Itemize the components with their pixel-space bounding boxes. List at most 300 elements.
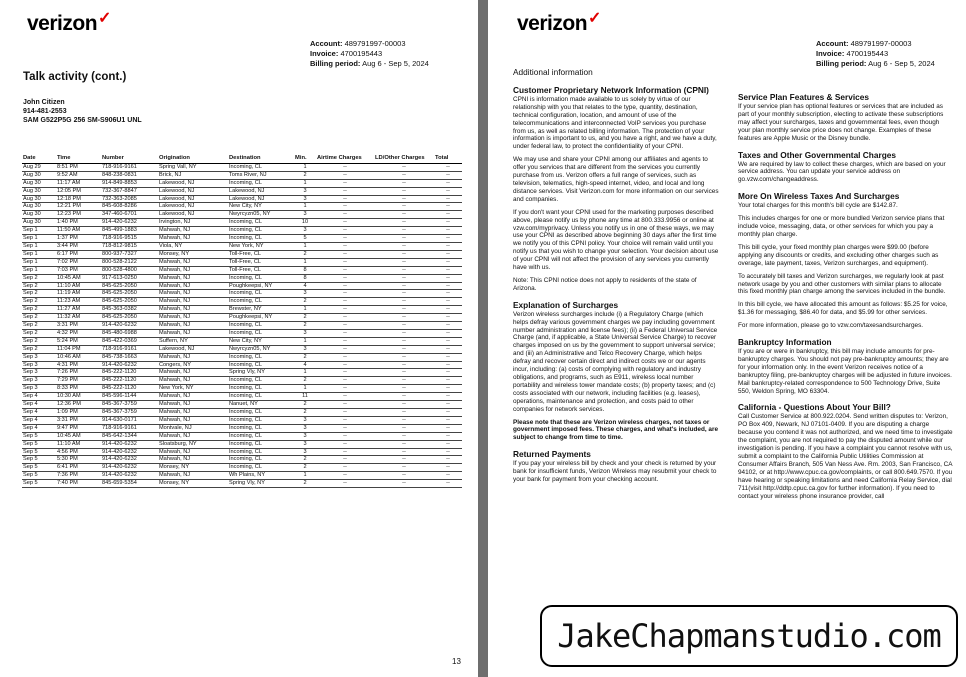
table-cell: 800-528-4800 <box>101 266 158 274</box>
column-header: Origination <box>158 155 228 163</box>
table-cell: 1:40 PM <box>56 219 101 227</box>
table-cell: Spring Vall, NY <box>158 163 228 171</box>
table-cell: Sep 2 <box>22 306 56 314</box>
table-cell: 845-659-5354 <box>101 480 158 488</box>
table-cell: Congers, NY <box>158 361 228 369</box>
table-cell: -- <box>374 345 434 353</box>
table-cell: 10:30 AM <box>56 393 101 401</box>
table-cell: Wh Plains, NY <box>228 472 294 480</box>
table-cell: -- <box>374 329 434 337</box>
table-cell: 3 <box>294 195 316 203</box>
table-cell: -- <box>316 314 374 322</box>
table-cell: 12:18 PM <box>56 195 101 203</box>
table-cell: Sep 2 <box>22 337 56 345</box>
table-cell: -- <box>316 266 374 274</box>
surcharges-paragraph: Verizon wireless surcharges include (i) a Regulatory Charge (which helps defray various government charges we pay including government number administration and license fees); (ii) a Federal Universal Service Charge (and, if applicable, a State Universal Service Charge) to recover charges imposed on us by the government to support universal service; and (iii) an Administrative and Telco Recovery Charge, which helps defray and recover certain direct and indirect costs we or our agents incur, including: (a) costs of complying with regulatory and industry obligations, and programs, such as E911, wireless local number portability and wireless tower mandate costs; (b) property taxes; and (c) costs associated with our network, including facilities (e.g. leases), operations, maintenance and protection, and costs paid to other companies for network services. <box>513 310 718 413</box>
table-cell: -- <box>434 282 462 290</box>
table-cell: -- <box>434 274 462 282</box>
table-cell: Mahwah, NJ <box>158 329 228 337</box>
table-cell: -- <box>434 322 462 330</box>
table-cell: 4:56 PM <box>56 448 101 456</box>
table-cell: 3:31 PM <box>56 322 101 330</box>
wireless-taxes-paragraph: To accurately bill taxes and Verizon surcharges, we regularly look at past network usage by you and other customers with similar plans to allocate this fixed monthly plan charge among the services included in the bundle. <box>738 272 946 296</box>
table-cell: Montvale, NJ <box>158 424 228 432</box>
table-cell: Sep 3 <box>22 377 56 385</box>
wireless-taxes-paragraph: This bill cycle, your fixed monthly plan charges were $99.00 (before applying any discounts or credits, and excluding other charges such as overage, late payment, taxes, Verizon surcharges, and equipment). <box>738 243 939 267</box>
table-cell: Sep 2 <box>22 322 56 330</box>
cpni-paragraph: CPNI is information made available to us solely by virtue of our relationship with you that relates to the type, quantity, destination, technical configuration, location, and amount of use of the telecommunications and interconnected VoIP services you purchase from us, as well as related billing information. The protection of your information is important to us, and you have a right, and we have a duty, under federal law, to protect the confidentiality of your CPNI. <box>513 95 717 151</box>
table-cell: -- <box>434 377 462 385</box>
table-cell: -- <box>374 448 434 456</box>
service-plan-heading: Service Plan Features & Services <box>738 92 869 102</box>
table-cell: -- <box>374 472 434 480</box>
table-cell: -- <box>434 393 462 401</box>
table-cell: Incoming, CL <box>228 377 294 385</box>
table-cell: Sep 4 <box>22 416 56 424</box>
table-cell: Mahwah, NJ <box>158 235 228 243</box>
table-row <box>22 203 462 211</box>
table-row <box>22 377 462 385</box>
table-row <box>22 440 462 448</box>
table-cell: 845-222-1120 <box>101 369 158 377</box>
table-cell: Lakewood, NJ <box>158 195 228 203</box>
table-cell: Toll-Free, CL <box>228 250 294 258</box>
table-cell: 11:10 AM <box>56 282 101 290</box>
table-cell: 10:45 AM <box>56 274 101 282</box>
table-cell: Aug 30 <box>22 171 56 179</box>
column-header: Total <box>434 155 462 163</box>
table-cell: 11:04 PM <box>56 345 101 353</box>
table-cell: -- <box>316 329 374 337</box>
table-cell: -- <box>316 179 374 187</box>
account-block: Account: 489791997-00003 Invoice: 4700195443 Billing period: Aug 6 - Sep 5, 2024 <box>816 39 935 68</box>
table-cell: -- <box>316 274 374 282</box>
table-row <box>22 424 462 432</box>
table-cell: 3 <box>294 448 316 456</box>
table-row <box>22 195 462 203</box>
table-cell: Aug 30 <box>22 195 56 203</box>
table-cell: 11:50 AM <box>56 227 101 235</box>
table-row <box>22 298 462 306</box>
table-cell: -- <box>434 416 462 424</box>
table-cell: Sep 3 <box>22 385 56 393</box>
table-cell: -- <box>374 282 434 290</box>
table-cell: -- <box>434 314 462 322</box>
table-cell: 3 <box>294 416 316 424</box>
table-cell: Incoming, CL <box>228 440 294 448</box>
table-cell: 2 <box>294 353 316 361</box>
table-cell: 7:36 PM <box>56 472 101 480</box>
table-cell: -- <box>316 464 374 472</box>
table-cell: 5 <box>294 235 316 243</box>
table-cell: 845-625-2050 <box>101 298 158 306</box>
table-cell: 845-499-1883 <box>101 227 158 235</box>
table-cell: 1 <box>294 385 316 393</box>
table-cell: Sep 5 <box>22 440 56 448</box>
table-cell: -- <box>316 353 374 361</box>
table-cell: -- <box>434 353 462 361</box>
table-cell: Sep 3 <box>22 361 56 369</box>
table-cell: -- <box>374 337 434 345</box>
table-cell: -- <box>434 298 462 306</box>
table-cell: Incoming, CL <box>228 322 294 330</box>
table-cell: -- <box>374 409 434 417</box>
table-cell: Incoming, CL <box>228 424 294 432</box>
table-cell: Incoming, CL <box>228 361 294 369</box>
table-cell: Sep 4 <box>22 401 56 409</box>
table-row <box>22 464 462 472</box>
table-cell: 1 <box>294 163 316 171</box>
table-cell: -- <box>316 187 374 195</box>
table-row <box>22 361 462 369</box>
table-cell: -- <box>374 353 434 361</box>
table-cell: 1 <box>294 242 316 250</box>
wireless-taxes-heading: More On Wireless Taxes And Surcharges <box>738 191 900 202</box>
table-cell: 914-420-6232 <box>101 322 158 330</box>
table-cell: 4 <box>294 361 316 369</box>
page-title: Talk activity (cont.) <box>23 71 127 83</box>
table-cell: -- <box>316 337 374 345</box>
table-cell: New City, NY <box>228 337 294 345</box>
table-cell: Incoming, CL <box>228 448 294 456</box>
table-cell: 11:17 AM <box>56 179 101 187</box>
table-cell: Aug 30 <box>22 211 56 219</box>
table-cell: 914-420-6232 <box>101 464 158 472</box>
bankruptcy-paragraph: If you are or were in bankruptcy, this bill may include amounts for pre-bankruptcy charges. You should not pay pre-bankruptcy amounts; they are for your information only. In the event Verizon receives notice of a bankruptcy filing, pre-bankruptcy charges will be adjusted in future invoices. Mail bankruptcy-related correspondence to 500 Technology Drive, Suite 550, Weldon Spring, MO 63304. <box>738 348 952 395</box>
california-heading: California - Questions About Your Bill? <box>738 402 891 413</box>
table-cell: 1 <box>294 258 316 266</box>
table-cell: Spring Vly, NY <box>228 369 294 377</box>
returned-payments-paragraph: If you pay your wireless bill by check and your check is returned by your bank for insufficient funds, Verizon Wireless may resubmit your check to your bank for payment from your checking account. <box>513 460 717 484</box>
table-cell: 2 <box>294 480 316 488</box>
table-row <box>22 179 462 187</box>
table-cell: 845-625-2050 <box>101 282 158 290</box>
table-row <box>22 329 462 337</box>
table-cell: Sep 3 <box>22 369 56 377</box>
table-cell: 3 <box>294 432 316 440</box>
taxes-heading: Taxes and Other Governmental Charges <box>738 149 896 160</box>
table-row <box>22 171 462 179</box>
table-cell: -- <box>374 322 434 330</box>
table-cell: Sep 5 <box>22 432 56 440</box>
table-cell: Monsey, NY <box>158 464 228 472</box>
page-number: 13 <box>452 657 461 666</box>
table-cell: Mahwah, NJ <box>158 266 228 274</box>
table-cell: 845-625-2050 <box>101 314 158 322</box>
table-cell: -- <box>316 250 374 258</box>
table-row <box>22 401 462 409</box>
table-cell: -- <box>374 227 434 235</box>
table-cell: -- <box>434 219 462 227</box>
table-cell: Sloatsburg, NY <box>158 440 228 448</box>
wireless-taxes-paragraph: This includes charges for one or more bundled Verizon service plans that include voice, messaging, data, or other services for which you pay a monthly plan charge. <box>738 215 945 238</box>
table-cell: Lakewood, NJ <box>158 187 228 195</box>
table-cell: 1 <box>294 179 316 187</box>
table-cell: Mahwah, NJ <box>158 274 228 282</box>
table-cell: -- <box>316 361 374 369</box>
table-cell: -- <box>316 258 374 266</box>
table-cell: Mahwah, NJ <box>158 306 228 314</box>
table-cell: -- <box>434 329 462 337</box>
table-cell: 718-916-9161 <box>101 424 158 432</box>
table-cell: Incoming, CL <box>228 432 294 440</box>
surcharges-heading: Explanation of Surcharges <box>513 299 619 310</box>
table-cell: Mahwah, NJ <box>158 227 228 235</box>
table-cell: 7:03 PM <box>56 266 101 274</box>
table-row <box>22 227 462 235</box>
table-cell: -- <box>374 250 434 258</box>
wireless-taxes-paragraph: In this bill cycle, we have allocated this amount as follows: $5.25 for voice, $1.36 for messaging, $86.40 for data, and $5.99 for other services. <box>738 301 948 317</box>
california-paragraph: Call Customer Service at 800.922.0204. Send written disputes to: Verizon, PO Box 409, Newark, NJ 07101-0409. If you are disputing a charge because you contend it was not authorized, and we need time to investigate the complaint, you are not required to pay the disputed amount while our investigation is pending. If you have a complaint you cannot resolve with us, submit a complaint to the California Public Utilities Commission at Consumer Affairs Branch, 505 Van Ness Ave. Rm. 2003, San Francisco, CA 94102, or at http://www.cpuc.ca.gov/complaints, or call 800.649.7570. If you have hearing or speaking limitations and need California Relay Service, dial 711(visit http://ddtp.cpuc.ca.gov for further information). If you need to contact your wireless phone insurance provider, call <box>738 413 953 500</box>
table-cell: Nwyrcyzn05, NY <box>228 345 294 353</box>
table-cell: Mahwah, NJ <box>158 401 228 409</box>
table-cell: -- <box>374 361 434 369</box>
table-cell: Mahwah, NJ <box>158 377 228 385</box>
table-cell: 845-367-3759 <box>101 401 158 409</box>
table-row <box>22 322 462 330</box>
table-cell: -- <box>434 250 462 258</box>
table-cell: 914-849-8853 <box>101 179 158 187</box>
table-cell: 3 <box>294 329 316 337</box>
column-header: Time <box>56 155 101 163</box>
table-cell: Incoming, CL <box>228 393 294 401</box>
table-cell: 11 <box>294 393 316 401</box>
table-cell: -- <box>316 369 374 377</box>
table-cell: 914-420-6232 <box>101 448 158 456</box>
table-cell: -- <box>374 432 434 440</box>
table-cell: 718-812-9815 <box>101 242 158 250</box>
table-cell: Sep 5 <box>22 464 56 472</box>
table-cell: -- <box>316 385 374 393</box>
table-cell: Sep 5 <box>22 480 56 488</box>
table-cell: Brewster, NY <box>228 306 294 314</box>
table-cell: -- <box>374 369 434 377</box>
table-cell: Mahwah, NJ <box>158 353 228 361</box>
table-cell: -- <box>434 456 462 464</box>
table-cell: -- <box>374 187 434 195</box>
table-row <box>22 250 462 258</box>
talk-activity-table <box>22 155 462 488</box>
table-cell: -- <box>316 424 374 432</box>
table-cell: 8:33 PM <box>56 385 101 393</box>
table-cell: Mahwah, NJ <box>158 409 228 417</box>
table-cell: Mahwah, NJ <box>158 448 228 456</box>
table-cell: Sep 1 <box>22 266 56 274</box>
surcharges-note: Please note that these are Verizon wireless charges, not taxes or government imposed fees. These charges, and what's included, are subject to change from time to time. <box>513 418 719 442</box>
table-cell: 10:46 AM <box>56 353 101 361</box>
table-cell: 1:37 PM <box>56 235 101 243</box>
table-cell: -- <box>374 385 434 393</box>
table-cell: 3 <box>294 345 316 353</box>
table-cell: -- <box>316 290 374 298</box>
taxes-paragraph: We are required by law to collect these charges, which are based on your service address. You can update your service address on go.vzw.com/changeaddress. <box>738 160 946 184</box>
table-cell: 6:41 PM <box>56 464 101 472</box>
table-cell: Mahwah, NJ <box>158 290 228 298</box>
table-cell: 5:30 PM <box>56 456 101 464</box>
table-cell: Viola, NY <box>158 242 228 250</box>
table-cell: 2 <box>294 250 316 258</box>
table-cell: -- <box>434 306 462 314</box>
table-cell: -- <box>434 337 462 345</box>
table-cell: -- <box>374 171 434 179</box>
table-cell: -- <box>316 227 374 235</box>
table-row <box>22 187 462 195</box>
table-header-row <box>22 155 462 163</box>
table-cell: Monsey, NY <box>158 250 228 258</box>
table-cell: 718-916-9161 <box>101 345 158 353</box>
table-cell: Toms River, NJ <box>228 171 294 179</box>
table-cell: -- <box>316 416 374 424</box>
table-cell: -- <box>434 163 462 171</box>
table-row <box>22 290 462 298</box>
table-cell: -- <box>374 266 434 274</box>
table-cell: -- <box>316 480 374 488</box>
table-cell: -- <box>316 242 374 250</box>
table-cell: Nwyrcyzn05, NY <box>228 211 294 219</box>
table-cell: Mahwah, NJ <box>158 369 228 377</box>
table-cell: 914-420-6232 <box>101 472 158 480</box>
table-cell: Toll-Free, CL <box>228 266 294 274</box>
table-cell: 3 <box>294 187 316 195</box>
table-cell: -- <box>374 290 434 298</box>
table-cell: Sep 2 <box>22 345 56 353</box>
table-cell: Sep 1 <box>22 227 56 235</box>
table-cell: Brick, NJ <box>158 171 228 179</box>
table-cell: 8:51 PM <box>56 163 101 171</box>
table-cell: Lakewood, NJ <box>158 345 228 353</box>
table-cell: 10:45 AM <box>56 432 101 440</box>
table-cell: 2 <box>294 171 316 179</box>
verizon-logo: verizon✓ <box>27 10 111 35</box>
wireless-taxes-paragraph: For more information, please go to vzw.com/taxesandsurcharges. <box>738 322 924 330</box>
table-cell: -- <box>374 306 434 314</box>
table-cell: 7:26 PM <box>56 369 101 377</box>
table-cell: 1:09 PM <box>56 409 101 417</box>
table-cell: 1 <box>294 337 316 345</box>
table-cell: Aug 29 <box>22 163 56 171</box>
table-cell: 9:52 AM <box>56 171 101 179</box>
table-cell: 2 <box>294 322 316 330</box>
table-cell: 848-238-0831 <box>101 171 158 179</box>
table-cell: New York, NY <box>158 385 228 393</box>
table-cell: 6:17 PM <box>56 250 101 258</box>
table-cell: 845-222-1120 <box>101 385 158 393</box>
table-cell: -- <box>434 195 462 203</box>
column-header: Airtime Charges <box>316 155 374 163</box>
table-cell: -- <box>316 393 374 401</box>
table-cell: -- <box>374 195 434 203</box>
table-cell: Mahwah, NJ <box>158 298 228 306</box>
table-cell: 718-916-9515 <box>101 235 158 243</box>
cpni-heading: Customer Proprietary Network Information (CPNI) <box>513 84 709 95</box>
table-cell: New City, NY <box>228 203 294 211</box>
verizon-logo: verizon✓ <box>517 10 601 35</box>
table-cell: -- <box>434 401 462 409</box>
left-page <box>0 0 478 677</box>
table-cell: Nanuet, NY <box>228 401 294 409</box>
table-cell: 845-422-0369 <box>101 337 158 345</box>
cpni-paragraph: We may use and share your CPNI among our affiliates and agents to offer you services that are different from the services you currently purchase from us. Verizon offers a full range of services, such as television, telematics, high-speed internet, video, and local and long distance services. Visit Verizon.com for more information on our services and companies. <box>513 156 719 203</box>
table-cell: 7:29 PM <box>56 377 101 385</box>
table-cell: -- <box>434 242 462 250</box>
table-cell: -- <box>434 171 462 179</box>
right-page <box>488 0 966 677</box>
table-cell: -- <box>316 235 374 243</box>
table-cell: 845-608-8286 <box>101 203 158 211</box>
table-row <box>22 393 462 401</box>
table-cell: -- <box>316 171 374 179</box>
table-cell: -- <box>316 456 374 464</box>
table-cell: Mahwah, NJ <box>158 456 228 464</box>
table-cell: -- <box>434 369 462 377</box>
table-cell: -- <box>374 242 434 250</box>
table-cell: 800-528-2122 <box>101 258 158 266</box>
table-row <box>22 337 462 345</box>
table-cell: Mahwah, NJ <box>158 322 228 330</box>
table-cell: Incoming, CL <box>228 464 294 472</box>
table-cell: Sep 5 <box>22 472 56 480</box>
table-cell: -- <box>434 345 462 353</box>
table-cell: 1 <box>294 472 316 480</box>
table-cell: Mahwah, NJ <box>158 416 228 424</box>
table-row <box>22 456 462 464</box>
table-cell: Mahwah, NJ <box>158 314 228 322</box>
table-cell: -- <box>374 203 434 211</box>
table-cell: 3 <box>294 227 316 235</box>
table-cell: 12:05 PM <box>56 187 101 195</box>
table-cell: Sep 2 <box>22 298 56 306</box>
table-cell: 4:32 PM <box>56 329 101 337</box>
table-cell: Sep 2 <box>22 282 56 290</box>
table-cell: Mahwah, NJ <box>158 472 228 480</box>
table-cell: Aug 30 <box>22 187 56 195</box>
cpni-paragraph: If you don't want your CPNI used for the marketing purposes described above, please notify us by phone any time at 800.333.9956 or online at vzw.com/myprivacy. Unless you notify us in one of these ways, we may use your CPNI as described above beginning 30 days after the first time we notify you of this CPNI policy. Your choice will remain valid until you notify us that you wish to change your selection. Your decision about use of your CPNI will not affect the provision of any services you currently have with us. <box>513 208 719 272</box>
watermark-overlay: JakeChapmanstudio.com <box>540 605 958 667</box>
table-cell: Incoming, CL <box>228 227 294 235</box>
column-header: Destination <box>228 155 294 163</box>
table-cell: Sep 5 <box>22 456 56 464</box>
table-cell: 7:02 PM <box>56 258 101 266</box>
table-cell: -- <box>374 298 434 306</box>
column-header: Number <box>101 155 158 163</box>
table-cell: -- <box>316 448 374 456</box>
table-cell: 9:47 PM <box>56 424 101 432</box>
table-cell: -- <box>316 409 374 417</box>
table-cell: 4 <box>294 282 316 290</box>
customer-block: John Citizen 914-481-2553 SAM G522P5G 256 SM-S906U1 UNL <box>23 99 142 124</box>
table-cell: 914-420-6232 <box>101 456 158 464</box>
table-cell: 3 <box>294 290 316 298</box>
table-row <box>22 242 462 250</box>
table-row <box>22 409 462 417</box>
table-cell: Sep 4 <box>22 393 56 401</box>
table-cell: 845-738-1663 <box>101 353 158 361</box>
table-cell: -- <box>434 290 462 298</box>
table-cell: Sep 2 <box>22 314 56 322</box>
table-cell: 1 <box>294 203 316 211</box>
table-cell: -- <box>434 424 462 432</box>
table-cell: -- <box>434 409 462 417</box>
table-cell: -- <box>434 385 462 393</box>
table-cell: Monsey, NY <box>158 480 228 488</box>
table-cell: 845-367-3759 <box>101 409 158 417</box>
table-cell: Aug 30 <box>22 179 56 187</box>
table-cell: Sep 4 <box>22 424 56 432</box>
table-cell: 732-363-2085 <box>101 195 158 203</box>
table-cell: -- <box>434 464 462 472</box>
table-cell: 800-937-7327 <box>101 250 158 258</box>
table-cell: 914-630-0171 <box>101 416 158 424</box>
